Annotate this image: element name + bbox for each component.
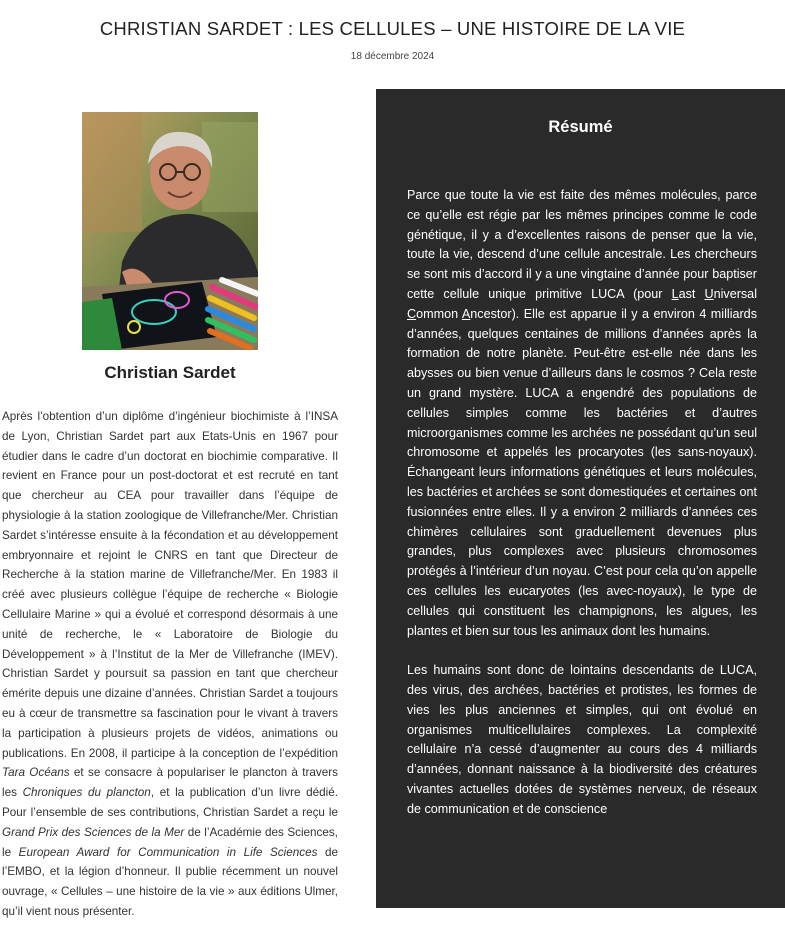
bio-emphasis: Chroniques du plancton bbox=[22, 786, 151, 800]
summary-text bbox=[407, 186, 757, 820]
summary-title: Résumé bbox=[548, 118, 613, 136]
summary-paragraph-2: Les humains sont donc de lointains descendants de LUCA, des virus, des archées, bactéries et protistes, les formes de vies les plus anciennes et simples, qui ont évolué en organismes multicellulaires complexes. La complexité cellulaire n’a cessé d’augmenter au cours des 4 milliards d’années, donnant naissance à la biodiversité des créatures vivantes actuelles dotées de systèmes nerveux, de réseaux de communication et de conscience bbox=[407, 663, 757, 816]
publication-date: 18 décembre 2024 bbox=[350, 51, 435, 62]
author-photo bbox=[82, 112, 258, 350]
bio-emphasis: Tara Océans bbox=[2, 766, 70, 780]
author-name: Christian Sardet bbox=[104, 363, 236, 382]
summary-paragraph-1: Parce que toute la vie est faite des mêmes molécules, parce ce qu’elle est régie par les mêmes principes comme le code génétique, il y a d’excellentes raisons de penser que la vie, toute la vie, descend d’une cellule ancestrale. Les chercheurs se sont mis d’accord il y a une vingtaine d’année pour baptiser cette cellule unique primitive LUCA (pour Last Universal Common Ancestor). Elle est apparue il y a environ 4 milliards d’années, quelques centaines de millions d’années après la formation de notre planète. Peut-être est-elle née dans les abysses ou bien venue d’ailleurs dans le cosmos ? Cela reste un grand mystère. LUCA a engendré des populations de cellules simples comme les bactéries et d’autres microorganismes comme les archées ne possédant qu’un seul chromosome et appelés les procaryotes (les sans-noyaux). Échangeant leurs informations génétiques et leurs molécules, les bactéries et archées se sont domestiquées et certaines ont fusionnées entre elles. Il y a environ 2 milliards d’années ces chimères cellulaires sont graduellement devenues plus grandes, plus complexes avec plusieurs chromosomes protégés à l’intérieur d’un noyau. C’est pour cela qu’on appelle ces cellules les eucaryotes (les avec-noyaux), le type de cellules qui constituent les champignons, les algues, les plantes et bien sur tous les animaux dont les humains. bbox=[407, 188, 757, 638]
page-title: CHRISTIAN SARDET : LES CELLULES – UNE HISTOIRE DE LA VIE bbox=[99, 18, 686, 40]
bio-emphasis: European Award for Communication in Life Sciences bbox=[18, 845, 318, 859]
author-biography: Après l’obtention d’un diplôme d’ingénieur biochimiste à l’INSA de Lyon, Christian Sardet part aux Etats-Unis en 1967 pour étudier dans le cadre d’un doctorat en biochimie comparative. Il revient en France pour un post-doctorat et est recruté en tant que chercheur au CEA pour travailler dans l’équipe de physiologie à la station zoologique de Villefranche/Mer. Christian Sardet s’intéresse ensuite à la fécondation et au développement embryonnaire et rejoint le CNRS en tant que Directeur de Recherche à la station marine de Villefranche/Mer. En 1983 il créé avec plusieurs collègue l’équipe de recherche « Biologie Cellulaire Marine » qui a évolué et correspond désormais à une unité de recherche, le « Laboratoire de Biologie du Développement » à l’Institut de la Mer de Villefranche (IMEV). Christian Sardet y poursuit sa passion en tant que chercheur émérite depuis une dizaine d’années. Christian Sardet a toujours eu à cœur de transmettre sa fascination pour le vivant à travers la participation à plusieurs projets de vidéos, animations ou publications. En 2008, il participe à la conception de l’expédition Tara Océans et se consacre à populariser le plancton à travers les Chroniques du plancton, et la publication d’un livre dédié. Pour l’ensemble de ses contributions, Christian Sardet a reçu le Grand Prix des Sciences de la Mer de l’Académie des Sciences, le European Award for Communication in Life Sciences de l’EMBO, et la légion d’honneur. Il publie récemment un nouvel ouvrage, « Cellules – une histoire de la vie » aux éditions Ulmer, qu’il vient nous présenter. bbox=[2, 410, 339, 918]
summary-panel bbox=[376, 89, 785, 908]
bio-emphasis: Grand Prix des Sciences de la Mer bbox=[2, 825, 185, 839]
